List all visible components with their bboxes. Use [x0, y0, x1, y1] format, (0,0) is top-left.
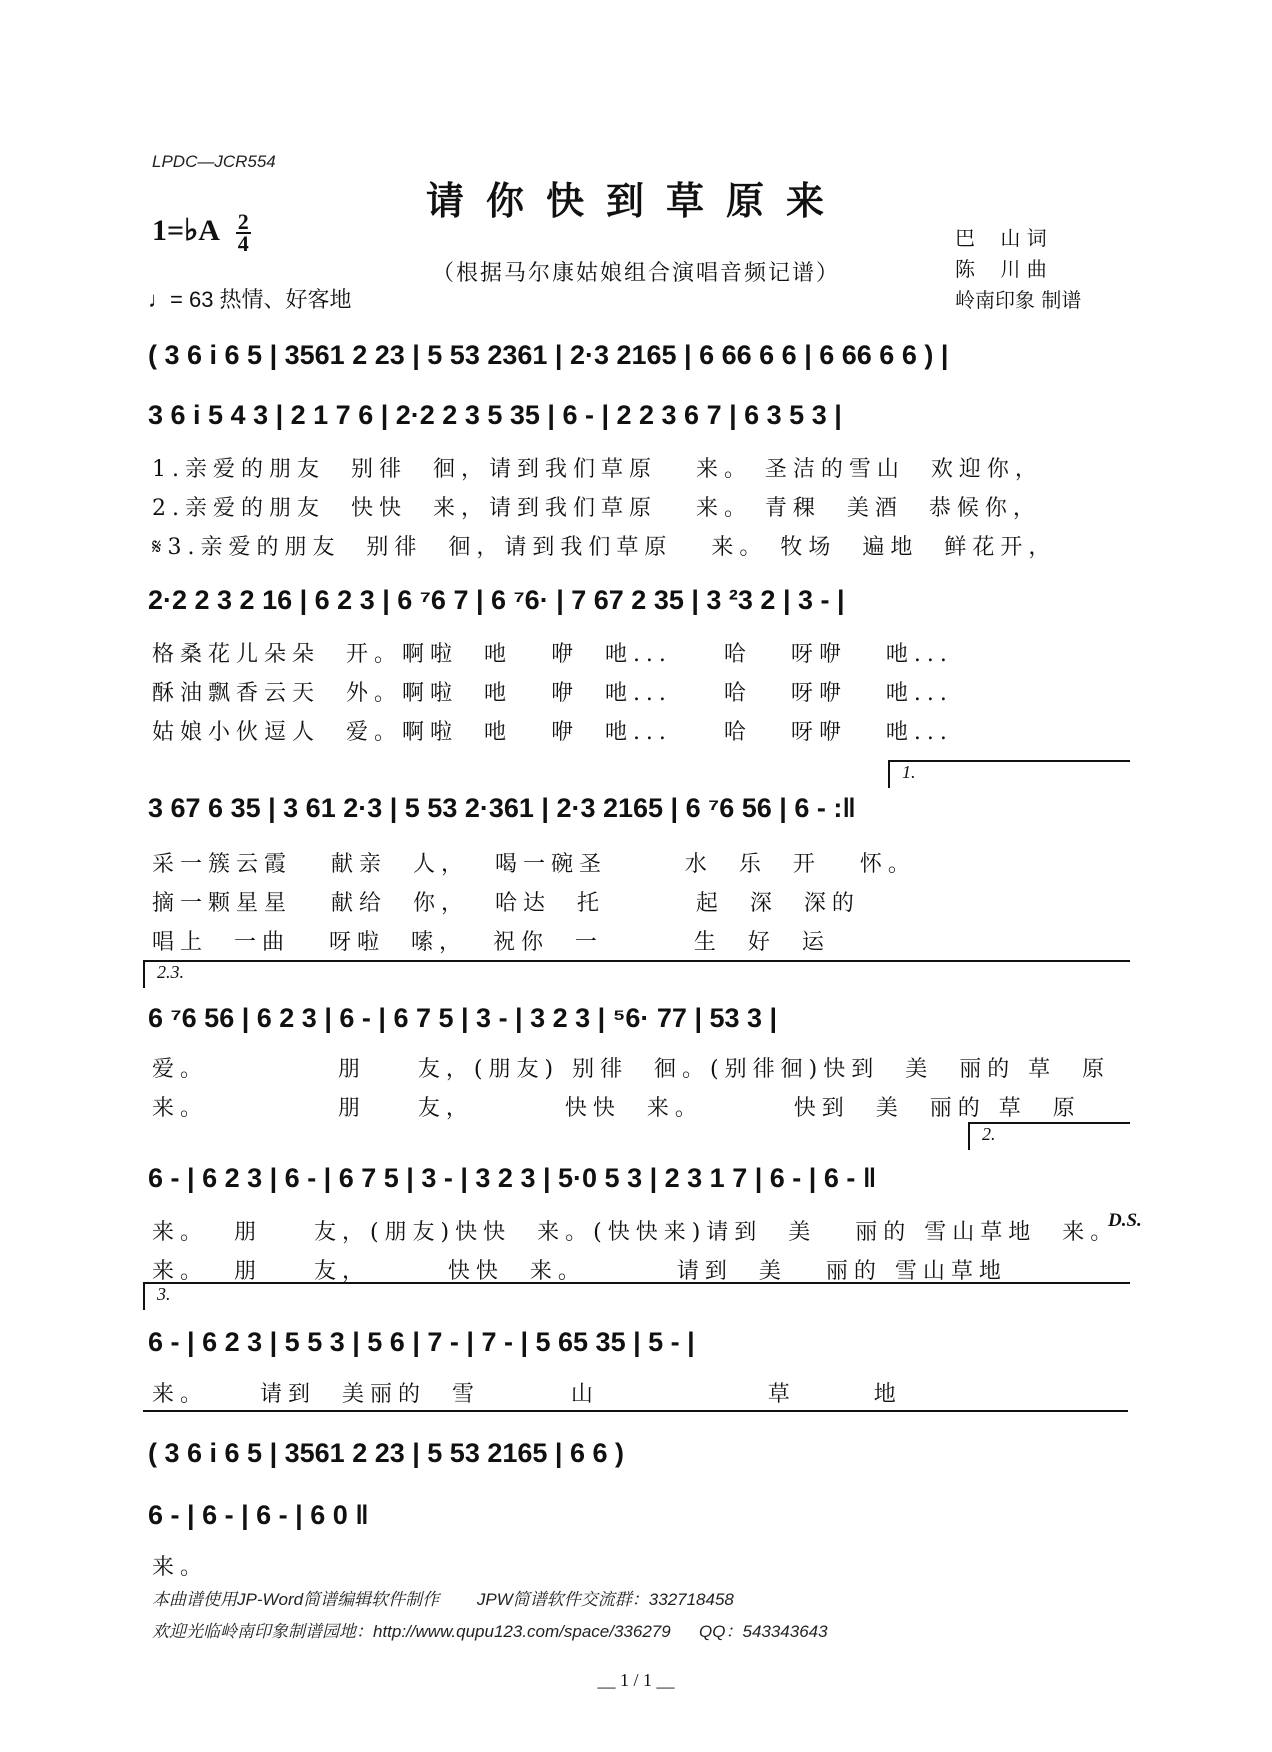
lyric-line: 姑娘小伙逗人 爱。啊啦 吔 咿 吔... 哈 呀咿 吔...	[152, 720, 953, 745]
key-label: 1=♭A	[152, 213, 219, 247]
notation-line: 6 - | 6 2 3 | 5 5 3 | 5 6 | 7 - | 7 - | 5 65 35 | 5 - |	[148, 1327, 695, 1357]
dal-segno-marking: D.S.	[1108, 1210, 1142, 1231]
divider	[143, 1410, 1128, 1412]
time-numerator: 2	[237, 209, 249, 234]
arranger-credit: 岭南印象 制谱	[955, 288, 1082, 312]
system-7-notes	[148, 1327, 1138, 1358]
tempo-marking: ♩= 63 热情、好客地	[148, 287, 352, 312]
notation-line: 3 67 6 35 | 3 61 2·3 | 5 53 2·361 | 2·3 2165 | 6 ⁷6 56 | 6 - :‖	[148, 793, 856, 823]
lyric-line: 酥油飘香云天 外。啊啦 吔 咿 吔... 哈 呀咿 吔...	[152, 681, 953, 706]
lyric-line: 格桑花儿朵朵 开。啊啦 吔 咿 吔... 哈 呀咿 吔...	[152, 642, 953, 667]
system-5-notes	[148, 1003, 1138, 1034]
system-8-lower-notes	[148, 1500, 1138, 1531]
lyric-line: 来。 请到 美丽的 雪 山 草 地	[152, 1382, 902, 1407]
lyric-line: 采一簇云霞 献亲 人， 喝一碗圣 水 乐 开 怀。	[152, 852, 916, 877]
page-number: __ 1 / 1 __	[597, 1670, 675, 1690]
time-signature	[236, 209, 251, 256]
notation-line: 6 - | 6 - | 6 - | 6 0 ‖	[148, 1500, 369, 1530]
lyric-line: 来。	[152, 1555, 209, 1580]
composer-credit: 陈 川 曲	[955, 257, 1047, 281]
system-8-upper-notes	[148, 1438, 1138, 1469]
subtitle: （根据马尔康姑娘组合演唱音频记谱）	[431, 261, 840, 286]
volta-2: 2.	[968, 1122, 1130, 1150]
lyric-line: 来。 朋 友， 快快 来。 请到 美 丽的 雪山草地	[152, 1259, 1007, 1284]
lyric-line: 爱。 朋 友，(朋友) 别徘 徊。(别徘徊)快到 美 丽的 草 原	[152, 1057, 1111, 1082]
notation-line: ( 3 6 i 6 5 | 3561 2 23 | 5 53 2361 | 2·3 2165 | 6 66 6 6 | 6 66 6 6 ) |	[148, 340, 949, 370]
lyric-line: 唱上 一曲 呀啦 嗦， 祝你 一 生 好 运	[152, 930, 830, 955]
lyric-verse-2: 2.亲爱的朋友 快快 来，请到我们草原 来。 青稞 美酒 恭候你，	[152, 496, 1041, 521]
lyric-verse-1: 1.亲爱的朋友 别徘 徊，请到我们草原 来。 圣洁的雪山 欢迎你，	[152, 457, 1043, 482]
lyric-verse-3: 𝄋3.亲爱的朋友 别徘 徊，请到我们草原 来。 牧场 遍地 鲜花开，	[152, 535, 1057, 560]
system-1-notes	[148, 340, 1138, 371]
time-denominator: 4	[237, 231, 249, 256]
system-6-notes	[148, 1163, 1138, 1194]
footer-website-note: 欢迎光临岭南印象制谱园地：http://www.qupu123.com/space/336279 QQ：543343643	[152, 1622, 828, 1641]
lyricist-credit: 巴 山 词	[955, 226, 1047, 250]
system-4-notes	[148, 793, 1138, 824]
lyric-line: 来。 朋 友，(朋友)快快 来。(快快来)请到 美 丽的 雪山草地 来。	[152, 1220, 1119, 1245]
notation-line: 6 - | 6 2 3 | 6 - | 6 7 5 | 3 - | 3 2 3 | 5·0 5 3 | 2 3 1 7 | 6 - | 6 - ‖	[148, 1163, 877, 1193]
lyric-line: 来。 朋 友， 快快 来。 快到 美 丽的 草 原	[152, 1096, 1081, 1121]
volta-2-3: 2.3.	[143, 960, 1130, 988]
system-3-notes	[148, 585, 1138, 616]
notation-line: 2·2 2 3 2 16 | 6 2 3 | 6 ⁷6 7 | 6 ⁷6· | 7 67 2 35 | 3 ²3 2 | 3 - |	[148, 585, 845, 615]
volta-1: 1.	[888, 760, 1130, 788]
notation-line: 3 6 i 5 4 3 | 2 1 7 6 | 2·2 2 3 5 35 | 6 - | 2 2 3 6 7 | 6 3 5 3 |	[148, 400, 842, 430]
lyric-line: 摘一颗星星 献给 你， 哈达 托 起 深 深的	[152, 891, 860, 916]
song-title: 请你快到草原来	[425, 178, 846, 223]
footer-software-note: 本曲谱使用JP-Word简谱编辑软件制作 JPW简谱软件交流群：332718458	[152, 1590, 734, 1609]
volta-3: 3.	[143, 1282, 1130, 1310]
score-code: LPDC—JCR554	[152, 152, 276, 171]
system-2-notes	[148, 400, 1138, 431]
notation-line: 6 ⁷6 56 | 6 2 3 | 6 - | 6 7 5 | 3 - | 3 2 3 | ⁵6· 77 | 53 3 |	[148, 1003, 778, 1033]
credits	[955, 223, 1081, 316]
key-signature	[152, 209, 251, 256]
notation-line: ( 3 6 i 6 5 | 3561 2 23 | 5 53 2165 | 6 6 )	[148, 1438, 624, 1468]
